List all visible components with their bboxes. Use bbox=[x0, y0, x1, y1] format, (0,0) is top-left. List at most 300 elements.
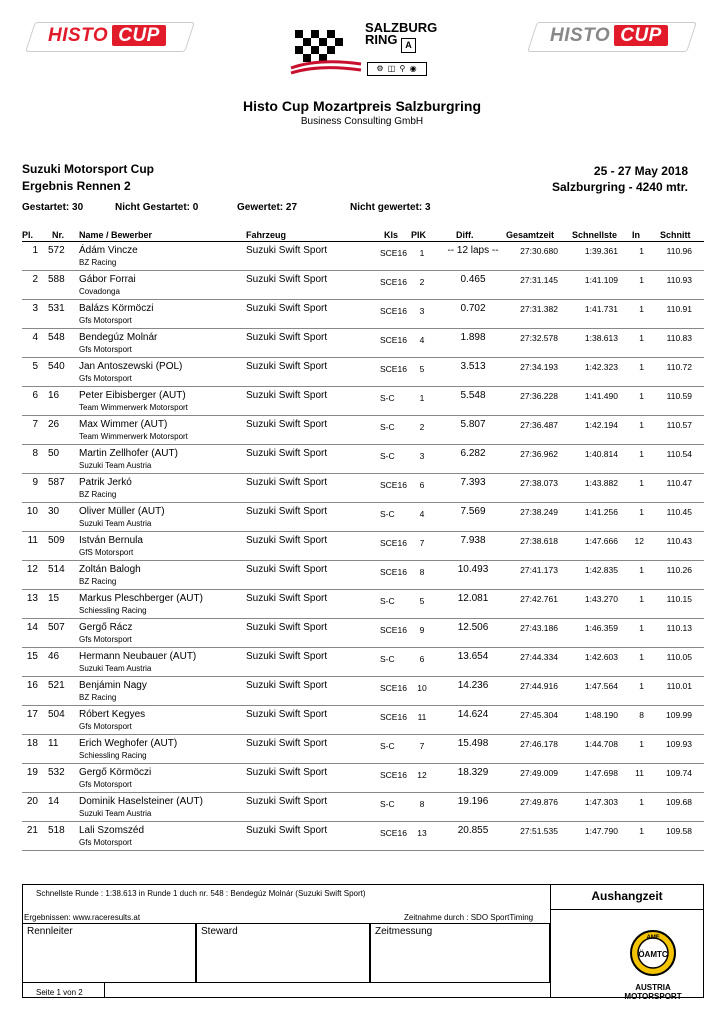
row-average-speed: 110.96 bbox=[666, 246, 692, 256]
row-team-name: Gfs Motorsport bbox=[79, 374, 132, 383]
row-number: 509 bbox=[48, 535, 65, 546]
row-position: 12 bbox=[26, 564, 38, 575]
row-position: 2 bbox=[32, 274, 38, 285]
row-team-name: Gfs Motorsport bbox=[79, 345, 132, 354]
row-fastest-lap-no: 1 bbox=[639, 623, 644, 633]
row-class: SCE16 bbox=[380, 712, 407, 722]
row-total-time: 27:31.382 bbox=[520, 304, 558, 314]
row-fastest-lap-no: 1 bbox=[639, 507, 644, 517]
row-average-speed: 110.54 bbox=[666, 449, 692, 459]
row-driver-name: Dominik Haselsteiner (AUT) bbox=[79, 796, 203, 807]
row-class: SCE16 bbox=[380, 770, 407, 780]
row-position: 10 bbox=[26, 506, 38, 517]
row-average-speed: 110.13 bbox=[666, 623, 692, 633]
row-team-name: BZ Racing bbox=[79, 693, 117, 702]
histo-logo-text: HISTO bbox=[48, 25, 109, 46]
table-row bbox=[0, 445, 724, 474]
table-row bbox=[0, 561, 724, 590]
steward-box bbox=[196, 923, 370, 983]
row-fastest-lap-no: 1 bbox=[639, 420, 644, 430]
row-fastest-lap: 1:47.790 bbox=[584, 826, 618, 836]
row-team-name: Team Wimmerwerk Motorsport bbox=[79, 432, 188, 441]
series-name: Suzuki Motorsport Cup bbox=[22, 162, 154, 176]
row-fastest-lap: 1:46.359 bbox=[584, 623, 618, 633]
row-driver-name: Erich Weghofer (AUT) bbox=[79, 738, 178, 749]
row-class: SCE16 bbox=[380, 364, 407, 374]
row-class: S-C bbox=[380, 509, 395, 519]
row-team-name: Suzuki Team Austria bbox=[79, 809, 152, 818]
row-position: 11 bbox=[27, 535, 38, 546]
timing-provider: Zeitnahme durch : SDO SportTiming bbox=[404, 913, 534, 922]
row-average-speed: 110.45 bbox=[666, 507, 692, 517]
row-average-speed: 110.05 bbox=[666, 652, 692, 662]
salzburgring-logo bbox=[289, 20, 438, 82]
row-class-pos: 12 bbox=[417, 770, 427, 780]
row-number: 11 bbox=[48, 738, 59, 749]
page-number: Seite 1 von 2 bbox=[36, 988, 83, 997]
row-average-speed: 110.15 bbox=[666, 594, 692, 604]
row-driver-name: Gábor Forrai bbox=[79, 274, 136, 285]
amf-line1: AUSTRIA bbox=[635, 983, 671, 992]
row-position: 14 bbox=[26, 622, 38, 633]
row-diff: -- 12 laps -- bbox=[447, 245, 499, 256]
row-car: Suzuki Swift Sport bbox=[246, 477, 328, 488]
table-row bbox=[0, 677, 724, 706]
row-class-pos: 8 bbox=[419, 799, 425, 809]
row-car: Suzuki Swift Sport bbox=[246, 390, 328, 401]
col-pik: PIK bbox=[411, 230, 427, 240]
race-dates: 25 - 27 May 2018 bbox=[593, 164, 688, 178]
row-car: Suzuki Swift Sport bbox=[246, 622, 328, 633]
row-position: 5 bbox=[32, 361, 38, 372]
race-info bbox=[22, 161, 154, 195]
timekeeping-label: Zeitmessung bbox=[375, 926, 433, 937]
table-row bbox=[0, 764, 724, 793]
table-row bbox=[0, 822, 724, 851]
race-track: Salzburgring - 4240 mtr. bbox=[551, 180, 688, 194]
row-fastest-lap: 1:41.256 bbox=[584, 507, 618, 517]
stat-started: Gestartet: 30 bbox=[22, 202, 84, 213]
row-total-time: 27:32.578 bbox=[520, 333, 558, 343]
row-car: Suzuki Swift Sport bbox=[246, 709, 328, 720]
row-fastest-lap-no: 1 bbox=[639, 739, 644, 749]
row-fastest-lap: 1:42.603 bbox=[584, 652, 618, 662]
row-class-pos: 4 bbox=[419, 335, 425, 345]
row-total-time: 27:36.962 bbox=[520, 449, 558, 459]
row-car: Suzuki Swift Sport bbox=[246, 738, 328, 749]
row-class: SCE16 bbox=[380, 306, 407, 316]
row-fastest-lap: 1:47.698 bbox=[584, 768, 618, 778]
row-driver-name: Gergő Körmöczi bbox=[79, 767, 152, 778]
histo-cup-logo-left bbox=[30, 22, 190, 52]
results-url: Ergebnissen: www.raceresults.at bbox=[24, 913, 141, 922]
row-class: SCE16 bbox=[380, 480, 407, 490]
ring-logo-line1: SALZBURG bbox=[365, 20, 438, 35]
race-director-label: Rennleiter bbox=[27, 926, 73, 937]
row-diff: 3.513 bbox=[460, 361, 486, 372]
row-total-time: 27:49.009 bbox=[520, 768, 558, 778]
row-team-name: Gfs Motorsport bbox=[79, 780, 132, 789]
row-class: SCE16 bbox=[380, 625, 407, 635]
row-number: 587 bbox=[48, 477, 65, 488]
table-row bbox=[0, 329, 724, 358]
row-fastest-lap: 1:41.490 bbox=[584, 391, 618, 401]
row-class: S-C bbox=[380, 422, 395, 432]
race-director-box bbox=[22, 923, 196, 983]
row-class-pos: 6 bbox=[419, 654, 425, 664]
col-cls: Kls bbox=[384, 230, 399, 240]
row-diff: 18.329 bbox=[457, 767, 489, 778]
row-team-name: Gfs Motorsport bbox=[79, 722, 132, 731]
row-class-pos: 11 bbox=[417, 712, 427, 722]
row-fastest-lap: 1:43.270 bbox=[584, 594, 618, 604]
row-position: 3 bbox=[32, 303, 38, 314]
row-car: Suzuki Swift Sport bbox=[246, 448, 328, 459]
row-fastest-lap-no: 1 bbox=[639, 391, 644, 401]
row-position: 7 bbox=[32, 419, 38, 430]
footer-vsep bbox=[550, 910, 551, 998]
row-total-time: 27:49.876 bbox=[520, 797, 558, 807]
race-meta bbox=[552, 163, 688, 195]
row-number: 504 bbox=[48, 709, 65, 720]
row-fastest-lap-no: 1 bbox=[639, 594, 644, 604]
row-position: 1 bbox=[32, 245, 38, 256]
row-car: Suzuki Swift Sport bbox=[246, 767, 328, 778]
checkered-flag-icon bbox=[289, 24, 363, 76]
row-car: Suzuki Swift Sport bbox=[246, 245, 328, 256]
row-average-speed: 110.59 bbox=[666, 391, 692, 401]
row-fastest-lap-no: 1 bbox=[639, 826, 644, 836]
row-class-pos: 5 bbox=[419, 364, 425, 374]
row-number: 26 bbox=[48, 419, 60, 430]
row-team-name: BZ Racing bbox=[79, 577, 117, 586]
row-diff: 5.548 bbox=[460, 390, 486, 401]
row-total-time: 27:44.334 bbox=[520, 652, 558, 662]
table-row bbox=[0, 416, 724, 445]
amf-line2: MOTORSPORT bbox=[624, 992, 682, 1001]
row-class-pos: 5 bbox=[419, 596, 425, 606]
row-driver-name: Max Wimmer (AUT) bbox=[79, 419, 168, 430]
table-row bbox=[0, 532, 724, 561]
row-fastest-lap-no: 8 bbox=[639, 710, 644, 720]
row-fastest-lap-no: 1 bbox=[639, 246, 644, 256]
row-car: Suzuki Swift Sport bbox=[246, 825, 328, 836]
row-driver-name: Hermann Neubauer (AUT) bbox=[79, 651, 197, 662]
row-fastest-lap: 1:40.814 bbox=[584, 449, 618, 459]
row-class: S-C bbox=[380, 741, 395, 751]
col-total: Gesamtzeit bbox=[506, 230, 555, 240]
row-total-time: 27:38.249 bbox=[520, 507, 558, 517]
row-class-pos: 1 bbox=[419, 393, 425, 403]
row-average-speed: 109.93 bbox=[666, 739, 692, 749]
row-total-time: 27:36.228 bbox=[520, 391, 558, 401]
row-total-time: 27:41.173 bbox=[520, 565, 558, 575]
row-driver-name: Zoltán Balogh bbox=[79, 564, 141, 575]
row-fastest-lap: 1:43.882 bbox=[584, 478, 618, 488]
ring-logo-line2: RING bbox=[365, 32, 398, 47]
row-divider bbox=[22, 850, 704, 851]
row-fastest-lap-no: 1 bbox=[639, 304, 644, 314]
vehicle-icons: ⚙ ◫ ⚲ ◉ bbox=[367, 62, 427, 76]
row-team-name: GfS Motorsport bbox=[79, 548, 134, 557]
row-position: 13 bbox=[26, 593, 38, 604]
row-team-name: BZ Racing bbox=[79, 490, 117, 499]
row-position: 16 bbox=[26, 680, 38, 691]
row-fastest-lap: 1:39.361 bbox=[584, 246, 618, 256]
row-number: 507 bbox=[48, 622, 65, 633]
row-diff: 7.569 bbox=[460, 506, 486, 517]
row-driver-name: Peter Eibisberger (AUT) bbox=[79, 390, 186, 401]
table-row bbox=[0, 503, 724, 532]
row-diff: 14.624 bbox=[457, 709, 489, 720]
row-team-name: Schiessling Racing bbox=[79, 751, 147, 760]
row-class: SCE16 bbox=[380, 248, 407, 258]
row-driver-name: Oliver Müller (AUT) bbox=[79, 506, 165, 517]
oamtc-shield-icon bbox=[614, 928, 692, 978]
col-diff: Diff. bbox=[456, 230, 474, 240]
row-total-time: 27:30.680 bbox=[520, 246, 558, 256]
row-average-speed: 110.93 bbox=[666, 275, 692, 285]
row-class-pos: 2 bbox=[419, 277, 425, 287]
row-total-time: 27:46.178 bbox=[520, 739, 558, 749]
row-team-name: Team Wimmerwerk Motorsport bbox=[79, 403, 188, 412]
cup-logo-text: CUP bbox=[112, 25, 166, 46]
row-total-time: 27:45.304 bbox=[520, 710, 558, 720]
row-car: Suzuki Swift Sport bbox=[246, 332, 328, 343]
row-car: Suzuki Swift Sport bbox=[246, 303, 328, 314]
row-fastest-lap-no: 1 bbox=[639, 681, 644, 691]
event-title: Histo Cup Mozartpreis Salzburgring bbox=[242, 98, 481, 114]
col-car: Fahrzeug bbox=[246, 230, 287, 240]
row-position: 17 bbox=[26, 709, 38, 720]
row-fastest-lap: 1:47.564 bbox=[584, 681, 618, 691]
row-total-time: 27:38.073 bbox=[520, 478, 558, 488]
row-average-speed: 109.58 bbox=[666, 826, 692, 836]
row-fastest-lap-no: 1 bbox=[639, 333, 644, 343]
row-class: SCE16 bbox=[380, 828, 407, 838]
row-fastest-lap-no: 12 bbox=[634, 536, 644, 546]
row-total-time: 27:31.145 bbox=[520, 275, 558, 285]
row-team-name: Suzuki Team Austria bbox=[79, 519, 152, 528]
event-subtitle: Business Consulting GmbH bbox=[300, 116, 424, 127]
row-diff: 19.196 bbox=[457, 796, 489, 807]
row-diff: 14.236 bbox=[457, 680, 489, 691]
cup-logo-text: CUP bbox=[614, 25, 668, 46]
row-fastest-lap: 1:42.194 bbox=[584, 420, 618, 430]
row-class: SCE16 bbox=[380, 335, 407, 345]
row-team-name: Suzuki Team Austria bbox=[79, 664, 152, 673]
col-fastest: Schnellste bbox=[572, 230, 618, 240]
row-diff: 1.898 bbox=[460, 332, 486, 343]
row-car: Suzuki Swift Sport bbox=[246, 361, 328, 372]
row-fastest-lap: 1:47.666 bbox=[584, 536, 618, 546]
stat-classified: Gewertet: 27 bbox=[237, 202, 298, 213]
col-avg: Schnitt bbox=[660, 230, 691, 240]
table-row bbox=[0, 706, 724, 735]
row-driver-name: Gergő Rácz bbox=[79, 622, 133, 633]
row-average-speed: 110.43 bbox=[666, 536, 692, 546]
row-number: 46 bbox=[48, 651, 60, 662]
row-total-time: 27:44.916 bbox=[520, 681, 558, 691]
col-pos: Pl. bbox=[22, 230, 34, 240]
row-car: Suzuki Swift Sport bbox=[246, 419, 328, 430]
row-car: Suzuki Swift Sport bbox=[246, 651, 328, 662]
row-position: 4 bbox=[32, 332, 38, 343]
row-driver-name: Jan Antoszewski (POL) bbox=[79, 361, 183, 372]
row-total-time: 27:51.535 bbox=[520, 826, 558, 836]
row-number: 531 bbox=[48, 303, 65, 314]
row-car: Suzuki Swift Sport bbox=[246, 506, 328, 517]
row-position: 15 bbox=[26, 651, 38, 662]
table-row bbox=[0, 735, 724, 764]
row-fastest-lap: 1:47.303 bbox=[584, 797, 618, 807]
row-diff: 15.498 bbox=[457, 738, 489, 749]
row-diff: 10.493 bbox=[457, 564, 489, 575]
row-diff: 0.702 bbox=[460, 303, 486, 314]
austria-badge: A bbox=[401, 38, 416, 53]
row-class-pos: 7 bbox=[419, 538, 425, 548]
row-total-time: 27:42.761 bbox=[520, 594, 558, 604]
col-nr: Nr. bbox=[52, 230, 65, 240]
steward-label: Steward bbox=[201, 926, 238, 937]
row-fastest-lap: 1:41.109 bbox=[584, 275, 618, 285]
col-name: Name / Bewerber bbox=[79, 230, 153, 240]
row-class: S-C bbox=[380, 393, 395, 403]
row-class: SCE16 bbox=[380, 683, 407, 693]
histo-cup-logo-right bbox=[532, 22, 692, 52]
row-number: 521 bbox=[48, 680, 65, 691]
row-number: 16 bbox=[48, 390, 60, 401]
row-total-time: 27:43.186 bbox=[520, 623, 558, 633]
stat-not-started: Nicht Gestartet: 0 bbox=[115, 202, 199, 213]
table-row bbox=[0, 387, 724, 416]
page-sep bbox=[104, 983, 105, 998]
row-driver-name: Lali Szomszéd bbox=[79, 825, 145, 836]
row-fastest-lap: 1:42.323 bbox=[584, 362, 618, 372]
row-average-speed: 110.91 bbox=[666, 304, 692, 314]
table-row bbox=[0, 648, 724, 677]
row-team-name: Suzuki Team Austria bbox=[79, 461, 152, 470]
row-fastest-lap: 1:38.613 bbox=[584, 333, 618, 343]
fastest-lap-note: Schnellste Runde : 1:38.613 in Runde 1 duch nr. 548 : Bendegúz Molnár (Suzuki Swift Sport) bbox=[36, 889, 366, 898]
row-class-pos: 9 bbox=[419, 625, 425, 635]
row-diff: 12.506 bbox=[457, 622, 489, 633]
row-total-time: 27:34.193 bbox=[520, 362, 558, 372]
row-class: S-C bbox=[380, 451, 395, 461]
row-average-speed: 109.68 bbox=[666, 797, 692, 807]
row-class-pos: 1 bbox=[419, 248, 425, 258]
row-average-speed: 110.47 bbox=[666, 478, 692, 488]
row-position: 9 bbox=[32, 477, 38, 488]
table-row bbox=[0, 242, 724, 271]
row-diff: 7.938 bbox=[460, 535, 486, 546]
row-average-speed: 110.72 bbox=[666, 362, 692, 372]
row-position: 18 bbox=[26, 738, 38, 749]
row-number: 514 bbox=[48, 564, 65, 575]
row-driver-name: Markus Pleschberger (AUT) bbox=[79, 593, 203, 604]
row-average-speed: 110.01 bbox=[666, 681, 692, 691]
row-driver-name: Benjámin Nagy bbox=[79, 680, 147, 691]
row-driver-name: Patrik Jerkó bbox=[79, 477, 132, 488]
posting-time-label: Aushangzeit bbox=[591, 889, 663, 903]
row-number: 30 bbox=[48, 506, 60, 517]
austria-motorsport-logo bbox=[614, 928, 692, 1001]
row-average-speed: 110.57 bbox=[666, 420, 692, 430]
row-class-pos: 7 bbox=[419, 741, 425, 751]
row-class: SCE16 bbox=[380, 277, 407, 287]
table-row bbox=[0, 590, 724, 619]
row-position: 20 bbox=[26, 796, 38, 807]
row-position: 19 bbox=[26, 767, 38, 778]
table-row bbox=[0, 793, 724, 822]
row-position: 6 bbox=[32, 390, 38, 401]
row-fastest-lap: 1:41.731 bbox=[584, 304, 618, 314]
row-team-name: Gfs Motorsport bbox=[79, 635, 132, 644]
row-class: SCE16 bbox=[380, 567, 407, 577]
row-team-name: Covadonga bbox=[79, 287, 120, 296]
row-car: Suzuki Swift Sport bbox=[246, 564, 328, 575]
row-class-pos: 3 bbox=[419, 451, 425, 461]
row-driver-name: István Bernula bbox=[79, 535, 143, 546]
table-row bbox=[0, 271, 724, 300]
table-row bbox=[0, 619, 724, 648]
row-fastest-lap-no: 1 bbox=[639, 652, 644, 662]
row-car: Suzuki Swift Sport bbox=[246, 535, 328, 546]
row-car: Suzuki Swift Sport bbox=[246, 680, 328, 691]
row-number: 548 bbox=[48, 332, 65, 343]
row-average-speed: 109.99 bbox=[666, 710, 692, 720]
row-position: 8 bbox=[32, 448, 38, 459]
row-fastest-lap-no: 1 bbox=[639, 565, 644, 575]
row-number: 572 bbox=[48, 245, 65, 256]
histo-logo-text: HISTO bbox=[550, 25, 611, 46]
row-fastest-lap-no: 1 bbox=[639, 478, 644, 488]
row-number: 518 bbox=[48, 825, 65, 836]
row-class: S-C bbox=[380, 654, 395, 664]
row-diff: 12.081 bbox=[457, 593, 489, 604]
row-average-speed: 110.26 bbox=[666, 565, 692, 575]
row-driver-name: Balázs Körmöczi bbox=[79, 303, 154, 314]
amf-mid-text: ÖAMTC bbox=[638, 950, 668, 959]
row-position: 21 bbox=[26, 825, 38, 836]
row-diff: 0.465 bbox=[460, 274, 486, 285]
row-number: 540 bbox=[48, 361, 65, 372]
row-number: 532 bbox=[48, 767, 65, 778]
row-diff: 5.807 bbox=[460, 419, 486, 430]
row-fastest-lap-no: 1 bbox=[639, 362, 644, 372]
row-car: Suzuki Swift Sport bbox=[246, 593, 328, 604]
row-class-pos: 2 bbox=[419, 422, 425, 432]
row-class: S-C bbox=[380, 799, 395, 809]
row-diff: 6.282 bbox=[460, 448, 486, 459]
timekeeping-box bbox=[370, 923, 550, 983]
row-team-name: Schiessling Racing bbox=[79, 606, 147, 615]
row-fastest-lap-no: 1 bbox=[639, 449, 644, 459]
row-class-pos: 6 bbox=[419, 480, 425, 490]
row-fastest-lap-no: 1 bbox=[639, 275, 644, 285]
row-driver-name: Bendegúz Molnár bbox=[79, 332, 158, 343]
row-diff: 13.654 bbox=[457, 651, 489, 662]
row-class-pos: 8 bbox=[419, 567, 425, 577]
row-class: S-C bbox=[380, 596, 395, 606]
row-total-time: 27:38.618 bbox=[520, 536, 558, 546]
row-fastest-lap: 1:42.835 bbox=[584, 565, 618, 575]
row-driver-name: Martin Zellhofer (AUT) bbox=[79, 448, 178, 459]
amf-top-text: AMF bbox=[646, 935, 660, 941]
row-average-speed: 109.74 bbox=[666, 768, 692, 778]
row-team-name: Gfs Motorsport bbox=[79, 316, 132, 325]
row-fastest-lap-no: 1 bbox=[639, 797, 644, 807]
